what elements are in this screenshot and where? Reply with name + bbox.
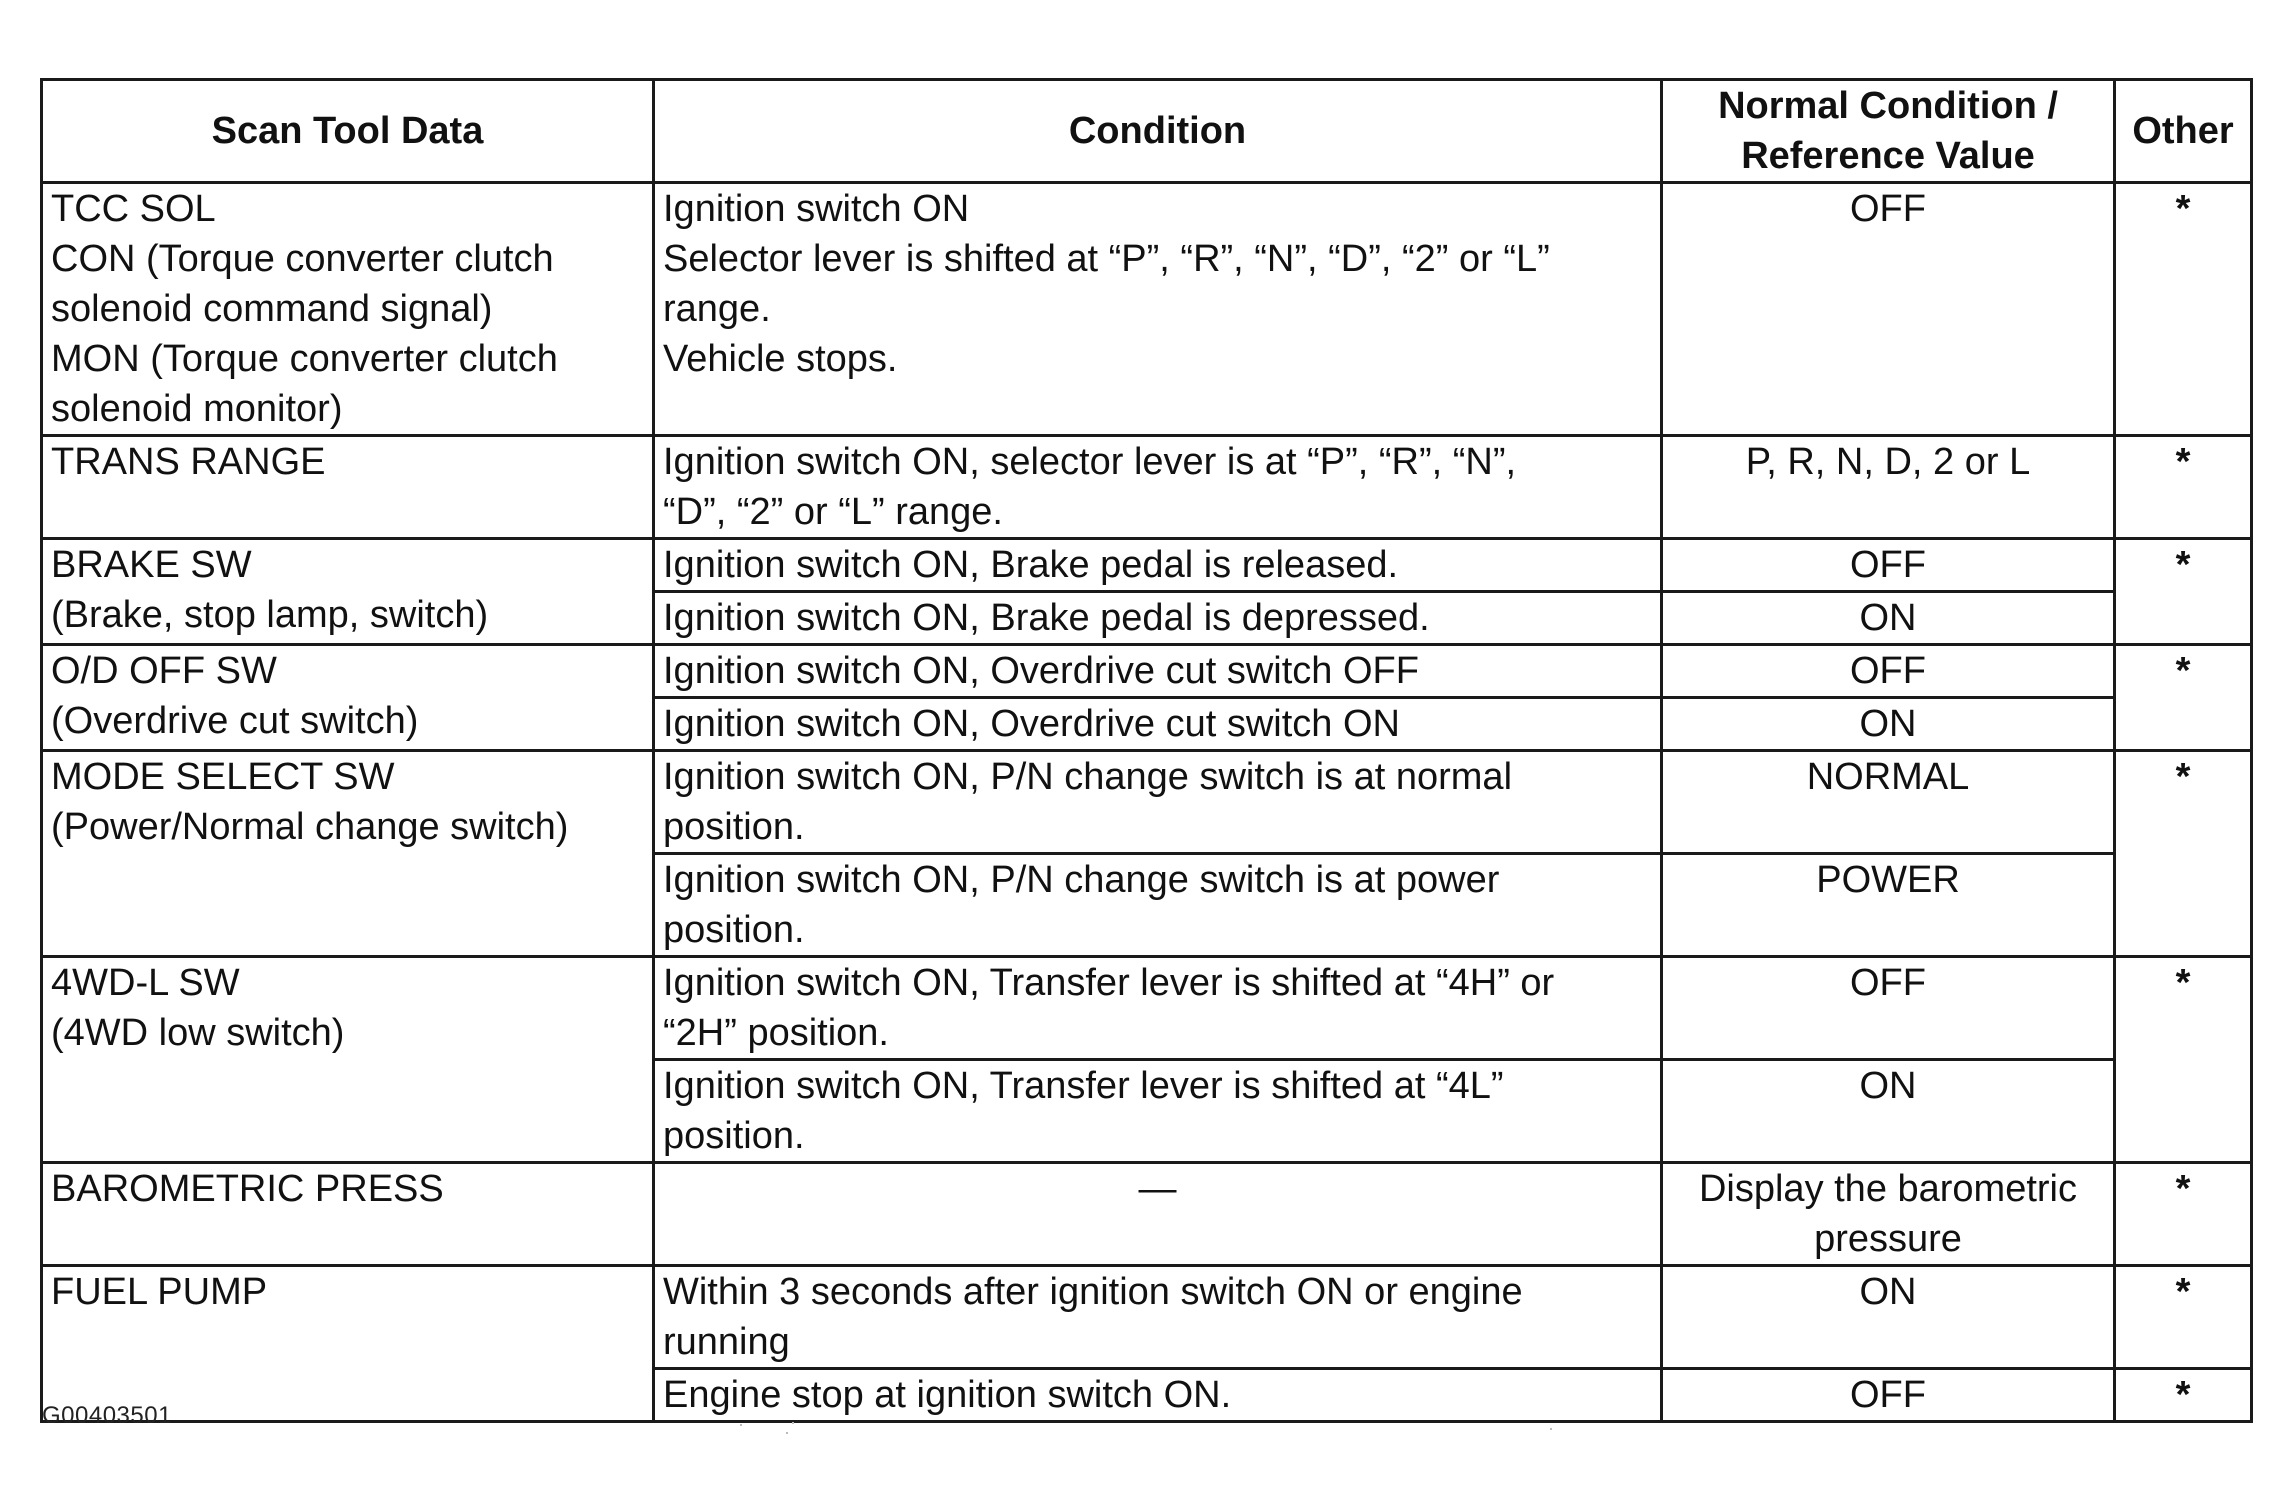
condition-cell bbox=[654, 645, 1662, 698]
condition-cell bbox=[654, 698, 1662, 751]
scan-item-fuel-pump bbox=[42, 1266, 654, 1422]
other-cell: * bbox=[2115, 1266, 2252, 1369]
reference-value-cell bbox=[1662, 1163, 2115, 1266]
condition-line: running bbox=[663, 1321, 790, 1363]
table-body bbox=[42, 183, 2252, 1422]
other-cell: * bbox=[2115, 1163, 2252, 1266]
table-row bbox=[42, 183, 2252, 436]
figure-id: G00403501 bbox=[42, 1402, 172, 1429]
condition-cell bbox=[654, 1369, 1662, 1422]
condition-line: Ignition switch ON, Transfer lever is shifted at “4L” bbox=[663, 1065, 1504, 1107]
reference-value-cell: P, R, N, D, 2 or L bbox=[1662, 436, 2115, 539]
other-cell: * bbox=[2115, 1369, 2252, 1422]
scan-item-trans-range bbox=[42, 436, 654, 539]
condition-cell bbox=[654, 539, 1662, 592]
reference-value-cell: OFF bbox=[1662, 1369, 2115, 1422]
condition-line: Ignition switch ON, Overdrive cut switch ON bbox=[663, 703, 1400, 745]
header-normal-condition bbox=[1662, 80, 2115, 183]
spec-sheet bbox=[40, 78, 2250, 1423]
table-row bbox=[42, 957, 2252, 1060]
condition-line: Selector lever is shifted at “P”, “R”, “N”, “D”, “2” or “L” bbox=[663, 238, 1550, 280]
condition-line: Ignition switch ON, Transfer lever is shifted at “4H” or bbox=[663, 962, 1555, 1004]
condition-line: Engine stop at ignition switch ON. bbox=[663, 1374, 1232, 1416]
header-normal-line-1: Normal Condition / bbox=[1718, 85, 2058, 127]
reference-value-cell: OFF bbox=[1662, 645, 2115, 698]
table-row bbox=[42, 1163, 2252, 1266]
condition-line: Ignition switch ON, selector lever is at “P”, “R”, “N”, bbox=[663, 441, 1517, 483]
table-row bbox=[42, 436, 2252, 539]
scan-item-line: BAROMETRIC PRESS bbox=[51, 1168, 444, 1210]
scan-item-line: O/D OFF SW bbox=[51, 650, 277, 692]
condition-line: Ignition switch ON bbox=[663, 188, 970, 230]
scan-item-4wd-l-sw bbox=[42, 957, 654, 1163]
condition-line: “D”, “2” or “L” range. bbox=[663, 491, 1003, 533]
scan-item-line: CON (Torque converter clutch bbox=[51, 238, 554, 280]
scan-item-line: MODE SELECT SW bbox=[51, 756, 395, 798]
scan-item-line: (Overdrive cut switch) bbox=[51, 700, 419, 742]
scan-item-line: FUEL PUMP bbox=[51, 1271, 268, 1313]
condition-cell bbox=[654, 957, 1662, 1060]
condition-cell bbox=[654, 436, 1662, 539]
scan-item-barometric-press bbox=[42, 1163, 654, 1266]
table-row bbox=[42, 1266, 2252, 1369]
reference-value-cell: POWER bbox=[1662, 854, 2115, 957]
condition-cell bbox=[654, 1163, 1662, 1266]
scan-item-od-off-sw bbox=[42, 645, 654, 751]
condition-line: position. bbox=[663, 1115, 805, 1157]
header-other: Other bbox=[2115, 80, 2252, 183]
condition-line: Ignition switch ON, Overdrive cut switch OFF bbox=[663, 650, 1419, 692]
condition-line: Ignition switch ON, P/N change switch is at normal bbox=[663, 756, 1513, 798]
scan-item-line: (4WD low switch) bbox=[51, 1012, 345, 1054]
scan-item-line: TRANS RANGE bbox=[51, 441, 326, 483]
table-row bbox=[42, 539, 2252, 592]
reference-value-cell: ON bbox=[1662, 698, 2115, 751]
reference-value-line: Display the barometric bbox=[1698, 1168, 2078, 1210]
scan-item-line: (Power/Normal change switch) bbox=[51, 806, 569, 848]
scan-noise bbox=[740, 1420, 1560, 1440]
condition-line: Ignition switch ON, P/N change switch is at power bbox=[663, 859, 1500, 901]
scan-item-line: BRAKE SW bbox=[51, 544, 252, 586]
condition-line: position. bbox=[663, 909, 805, 951]
condition-line: “2H” position. bbox=[663, 1012, 889, 1054]
other-cell: * bbox=[2115, 539, 2252, 645]
reference-value-cell: ON bbox=[1662, 1266, 2115, 1369]
other-cell: * bbox=[2115, 183, 2252, 436]
scan-item-line: TCC SOL bbox=[51, 188, 216, 230]
condition-cell bbox=[654, 592, 1662, 645]
condition-cell bbox=[654, 1060, 1662, 1163]
other-cell: * bbox=[2115, 751, 2252, 957]
scan-item-line: (Brake, stop lamp, switch) bbox=[51, 594, 489, 636]
condition-line: Vehicle stops. bbox=[663, 338, 898, 380]
reference-value-cell: NORMAL bbox=[1662, 751, 2115, 854]
other-cell: * bbox=[2115, 957, 2252, 1163]
reference-value-cell: OFF bbox=[1662, 957, 2115, 1060]
condition-line: range. bbox=[663, 288, 771, 330]
condition-cell bbox=[654, 183, 1662, 436]
reference-value-cell: ON bbox=[1662, 592, 2115, 645]
condition-line: — bbox=[1138, 1168, 1177, 1210]
scan-item-line: MON (Torque converter clutch bbox=[51, 338, 558, 380]
condition-cell bbox=[654, 854, 1662, 957]
header-row bbox=[42, 80, 2252, 183]
condition-cell bbox=[654, 1266, 1662, 1369]
condition-line: Within 3 seconds after ignition switch ON or engine bbox=[663, 1271, 1523, 1313]
condition-cell bbox=[654, 751, 1662, 854]
reference-value-line: pressure bbox=[1814, 1218, 1962, 1260]
scan-item-brake-sw bbox=[42, 539, 654, 645]
condition-line: position. bbox=[663, 806, 805, 848]
scan-item-line: 4WD-L SW bbox=[51, 962, 240, 1004]
header-condition: Condition bbox=[654, 80, 1662, 183]
scan-item-line: solenoid command signal) bbox=[51, 288, 493, 330]
other-cell: * bbox=[2115, 436, 2252, 539]
reference-value-cell: OFF bbox=[1662, 539, 2115, 592]
header-scan-tool-data: Scan Tool Data bbox=[42, 80, 654, 183]
scan-item-mode-select-sw bbox=[42, 751, 654, 957]
condition-line: Ignition switch ON, Brake pedal is depressed. bbox=[663, 597, 1430, 639]
table-row bbox=[42, 645, 2252, 698]
table-row bbox=[42, 751, 2252, 854]
scan-item-tcc-sol bbox=[42, 183, 654, 436]
reference-value-cell: OFF bbox=[1662, 183, 2115, 436]
scan-item-line: solenoid monitor) bbox=[51, 388, 343, 430]
scan-tool-data-table bbox=[40, 78, 2253, 1423]
reference-value-cell: ON bbox=[1662, 1060, 2115, 1163]
condition-line: Ignition switch ON, Brake pedal is released. bbox=[663, 544, 1399, 586]
other-cell: * bbox=[2115, 645, 2252, 751]
header-normal-line-2: Reference Value bbox=[1741, 135, 2035, 177]
